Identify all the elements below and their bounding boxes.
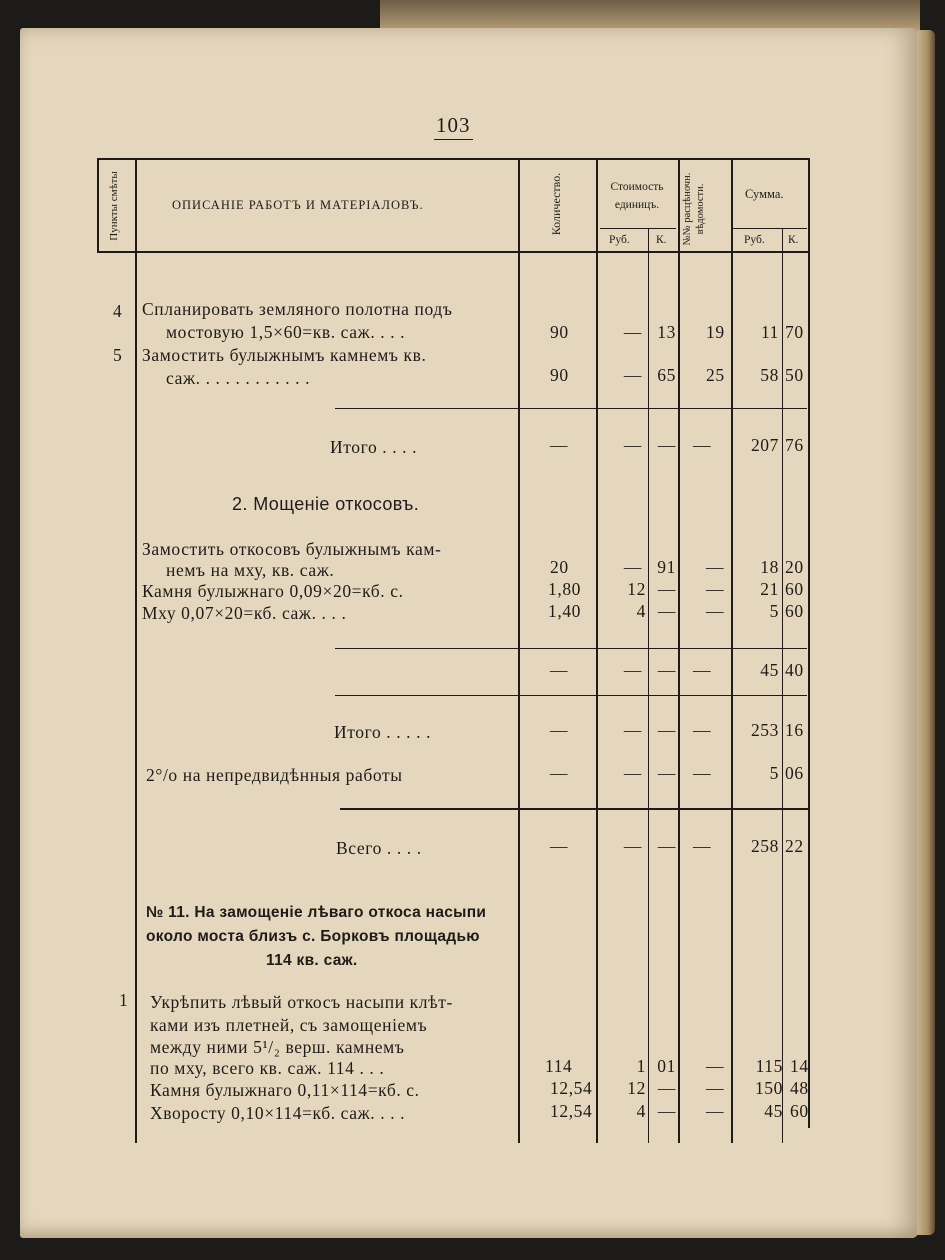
quantity-value: — bbox=[550, 763, 569, 783]
sum-rub-value: 45 bbox=[760, 660, 779, 680]
unit-rub-value: — bbox=[623, 836, 642, 856]
row-description: Замостить булыжнымъ камнемъ кв. bbox=[142, 345, 427, 365]
unit-kop-value: — bbox=[657, 763, 676, 783]
row-number: 4 bbox=[113, 301, 123, 321]
unit-kop-value: — bbox=[657, 435, 676, 455]
row-description: немъ на мху, кв. саж. bbox=[166, 560, 335, 580]
row-description: Спланировать земляного полотна подъ bbox=[142, 299, 453, 319]
total-label: Итого . . . . bbox=[330, 437, 418, 457]
ref-value: — bbox=[693, 435, 712, 455]
ref-value: 19 bbox=[706, 322, 725, 342]
header-sum-col: Сумма. bbox=[745, 187, 784, 201]
row-description: Камня булыжнаго 0,09×20=кб. с. bbox=[142, 581, 404, 601]
row-description: Камня булыжнаго 0,11×114=кб. с. bbox=[150, 1080, 420, 1100]
total-label: Всего . . . . bbox=[336, 838, 422, 858]
unit-rub-value: 4 bbox=[636, 601, 646, 621]
unit-rub-value: 12 bbox=[627, 1078, 646, 1098]
unit-kop-value: 91 bbox=[657, 557, 676, 577]
ref-value: — bbox=[706, 557, 725, 577]
sum-kop-value: 14 bbox=[790, 1056, 809, 1076]
row-number: 1 bbox=[119, 990, 129, 1010]
header-sum-rub: Руб. bbox=[744, 234, 765, 246]
unit-rub-value: — bbox=[623, 720, 642, 740]
unit-rub-value: 4 bbox=[636, 1101, 646, 1121]
section-heading: 2. Мощеніе откосовъ. bbox=[232, 494, 420, 514]
sum-kop-value: 70 bbox=[785, 322, 804, 342]
sum-kop-value: 06 bbox=[785, 763, 804, 783]
book-edge-right bbox=[917, 30, 935, 1235]
ref-value: — bbox=[693, 763, 712, 783]
ref-value: — bbox=[706, 1101, 725, 1121]
ref-value: — bbox=[693, 836, 712, 856]
header-quantity-col: Количество. bbox=[549, 172, 563, 236]
row-description: мостовую 1,5×60=кв. саж. . . . bbox=[166, 322, 406, 342]
quantity-value: 114 bbox=[545, 1056, 573, 1076]
section-heading-line: № 11. На замощеніе лѣваго откоса насыпи bbox=[146, 904, 487, 921]
sum-kop-value: 76 bbox=[785, 435, 804, 455]
unit-rub-value: — bbox=[623, 557, 642, 577]
unit-rub-value: — bbox=[623, 763, 642, 783]
sum-rub-value: 150 bbox=[754, 1078, 783, 1098]
sum-rub-value: 253 bbox=[750, 720, 779, 740]
header-description-col: ОПИСАНІЕ РАБОТЪ И МАТЕРІАЛОВЪ. bbox=[172, 198, 424, 212]
book-edge-top bbox=[380, 0, 920, 30]
sum-rub-value: 45 bbox=[764, 1101, 783, 1121]
unit-kop-value: 01 bbox=[657, 1056, 676, 1076]
header-ref-col: №№ расцѣночн. вѣдомости. bbox=[682, 172, 706, 246]
row-description: ками изъ плетней, съ замощеніемъ bbox=[150, 1015, 428, 1035]
row-description: саж. . . . . . . . . . . . bbox=[166, 368, 311, 388]
ref-value: — bbox=[693, 660, 712, 680]
header-unit-rub: Руб. bbox=[609, 234, 630, 246]
page-number: 103 bbox=[434, 113, 473, 140]
section-heading-line: 114 кв. саж. bbox=[266, 952, 358, 969]
quantity-value: 90 bbox=[550, 322, 569, 342]
quantity-value: 12,54 bbox=[550, 1101, 593, 1121]
header-unit-cost-col: Стоимость единицъ. bbox=[610, 181, 664, 211]
unit-kop-value: — bbox=[657, 579, 676, 599]
quantity-value: — bbox=[550, 435, 569, 455]
header-sum-kop: К. bbox=[788, 234, 799, 246]
sum-kop-value: 50 bbox=[785, 365, 804, 385]
sum-kop-value: 40 bbox=[785, 660, 804, 680]
unit-kop-value: — bbox=[657, 836, 676, 856]
ref-value: 25 bbox=[706, 365, 725, 385]
ref-value: — bbox=[706, 601, 725, 621]
unit-kop-value: 65 bbox=[657, 365, 676, 385]
row-description: 2°/о на непредвидѣнныя работы bbox=[146, 765, 403, 785]
unit-rub-value: 12 bbox=[627, 579, 646, 599]
row-description: Мху 0,07×20=кб. саж. . . . bbox=[142, 603, 347, 623]
unit-kop-value: — bbox=[657, 1101, 676, 1121]
unit-rub-value: 1 bbox=[636, 1056, 646, 1076]
sum-rub-value: 5 bbox=[769, 601, 779, 621]
sum-rub-value: 21 bbox=[760, 579, 779, 599]
quantity-value: 20 bbox=[550, 557, 569, 577]
unit-rub-value: — bbox=[623, 322, 642, 342]
sum-kop-value: 60 bbox=[785, 579, 804, 599]
sum-rub-value: 18 bbox=[760, 557, 779, 577]
row-description: Замостить откосовъ булыжнымъ кам- bbox=[142, 539, 442, 559]
ref-value: — bbox=[693, 720, 712, 740]
unit-rub-value: — bbox=[623, 435, 642, 455]
sum-kop-value: 20 bbox=[785, 557, 804, 577]
quantity-value: 12,54 bbox=[550, 1078, 593, 1098]
unit-kop-value: 13 bbox=[657, 322, 676, 342]
header-unit-kop: К. bbox=[656, 234, 667, 246]
row-description: Укрѣпить лѣвый откосъ насыпи клѣт- bbox=[150, 992, 453, 1012]
sum-rub-value: 207 bbox=[750, 435, 779, 455]
unit-rub-value: — bbox=[623, 365, 642, 385]
row-description: между ними 5¹/₂ верш. камнемъ bbox=[150, 1037, 405, 1057]
row-number: 5 bbox=[113, 345, 123, 365]
unit-kop-value: — bbox=[657, 1078, 676, 1098]
sum-kop-value: 60 bbox=[785, 601, 804, 621]
sum-kop-value: 60 bbox=[790, 1101, 809, 1121]
row-description: Хворосту 0,10×114=кб. саж. . . . bbox=[150, 1103, 406, 1123]
unit-kop-value: — bbox=[657, 601, 676, 621]
unit-kop-value: — bbox=[657, 660, 676, 680]
quantity-value: — bbox=[550, 836, 569, 856]
quantity-value: — bbox=[550, 720, 569, 740]
ref-value: — bbox=[706, 1056, 725, 1076]
row-description: по мху, всего кв. саж. 114 . . . bbox=[150, 1058, 385, 1078]
sum-rub-value: 258 bbox=[750, 836, 779, 856]
quantity-value: 90 bbox=[550, 365, 569, 385]
sum-kop-value: 16 bbox=[785, 720, 804, 740]
total-label: Итого . . . . . bbox=[334, 722, 432, 742]
header-items-col: Пункты смѣты bbox=[108, 171, 120, 241]
ref-value: — bbox=[706, 1078, 725, 1098]
sum-rub-value: 11 bbox=[760, 322, 779, 342]
sum-kop-value: 22 bbox=[785, 836, 804, 856]
unit-rub-value: — bbox=[623, 660, 642, 680]
sum-rub-value: 5 bbox=[769, 763, 779, 783]
section-heading-line: около моста близъ с. Борковъ площадью bbox=[146, 928, 480, 945]
unit-kop-value: — bbox=[657, 720, 676, 740]
sum-kop-value: 48 bbox=[790, 1078, 809, 1098]
ref-value: — bbox=[706, 579, 725, 599]
quantity-value: 1,80 bbox=[548, 579, 582, 599]
quantity-value: — bbox=[550, 660, 569, 680]
sum-rub-value: 115 bbox=[755, 1056, 783, 1076]
sum-rub-value: 58 bbox=[760, 365, 779, 385]
quantity-value: 1,40 bbox=[548, 601, 582, 621]
